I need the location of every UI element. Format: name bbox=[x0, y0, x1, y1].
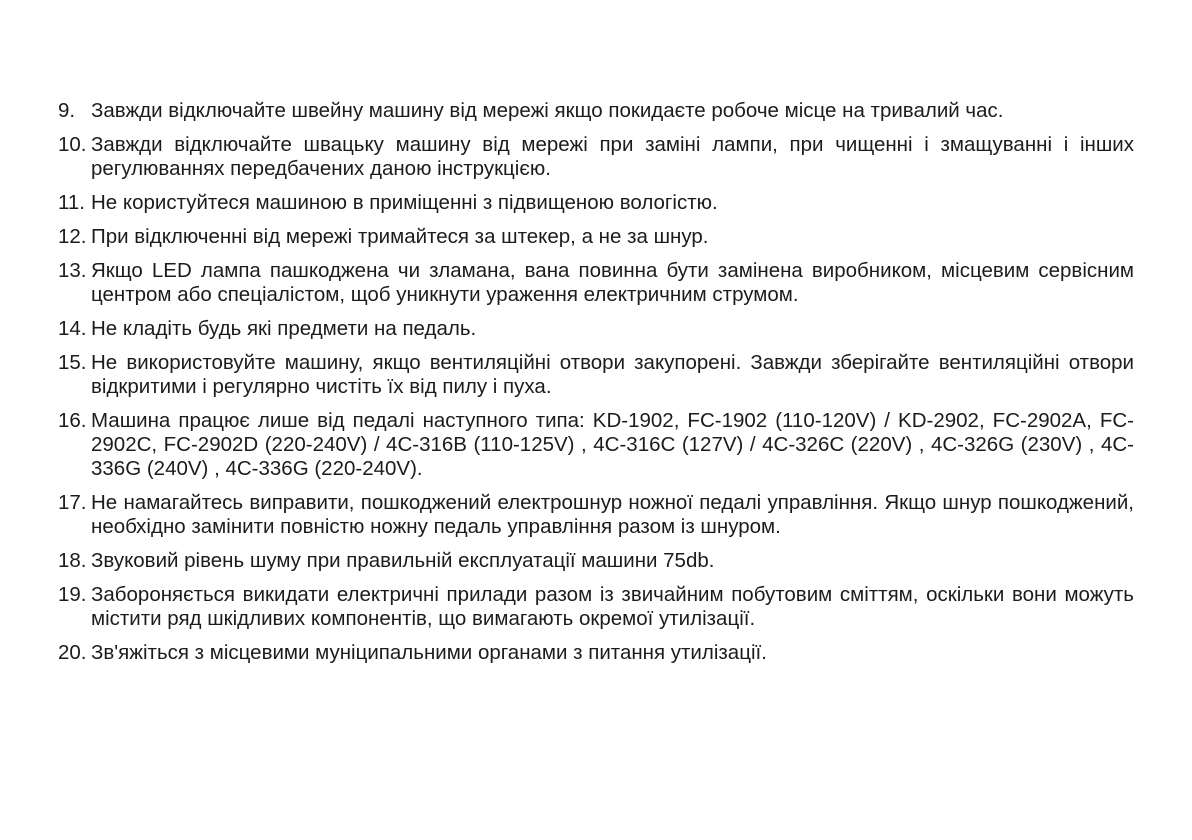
item-number: 19. bbox=[58, 583, 87, 606]
item-text: Якщо LED лампа пашкоджена чи зламана, вана повинна бути замінена виробником, місцевим сервісним центром або спеціалістом, щоб уникнути ураження електричним струмом. bbox=[91, 259, 1134, 306]
item-number: 11. bbox=[58, 191, 85, 214]
list-item bbox=[58, 491, 1134, 539]
list-item bbox=[58, 317, 1134, 341]
item-text: Завжди відключайте швейну машину від мережі якщо покидаєте робоче місце на тривалий час. bbox=[91, 99, 1004, 122]
item-number: 9. bbox=[58, 99, 76, 122]
item-number: 17. bbox=[58, 491, 87, 514]
item-text: Не кладіть будь які предмети на педаль. bbox=[91, 317, 477, 340]
list-item bbox=[58, 351, 1134, 399]
item-number: 10. bbox=[58, 133, 87, 156]
list-item bbox=[58, 641, 1134, 665]
list-item bbox=[58, 409, 1134, 481]
item-number: 16. bbox=[58, 409, 87, 432]
list-item bbox=[58, 133, 1134, 181]
item-text: Не намагайтесь виправити, пошкоджений електрошнур ножної педалі управління. Якщо шнур пошкоджений, необхідно замінити повністю ножну педаль управління разом із шнуром. bbox=[91, 491, 1134, 538]
item-text: Звуковий рівень шуму при правильній експлуатації машини 75db. bbox=[91, 549, 715, 572]
item-number: 15. bbox=[58, 351, 87, 374]
item-text: Не використовуйте машину, якщо вентиляційні отвори закупорені. Завжди зберігайте вентиляційні отвори відкритими і регулярно чистіть їх від пилу і пуха. bbox=[91, 351, 1134, 398]
list-item bbox=[58, 549, 1134, 573]
item-text: Не користуйтеся машиною в приміщенні з підвищеною вологістю. bbox=[91, 191, 718, 214]
list-item bbox=[58, 225, 1134, 249]
item-text: При відключенні від мережі тримайтеся за штекер, а не за шнур. bbox=[91, 225, 709, 248]
list-item bbox=[58, 191, 1134, 215]
list-item bbox=[58, 99, 1134, 123]
item-number: 20. bbox=[58, 641, 87, 664]
item-number: 14. bbox=[58, 317, 87, 340]
item-number: 12. bbox=[58, 225, 87, 248]
item-number: 13. bbox=[58, 259, 87, 282]
item-text: Завжди відключайте швацьку машину від мережі при заміні лампи, при чищенні і змащуванні і інших регулюваннях передбачених даною інструкцією. bbox=[91, 133, 1134, 180]
item-text: Машина працює лише від педалі наступного типа: KD-1902, FC-1902 (110-120V) / KD-2902, FC-2902A, FC-2902C, FC-2902D (220-240V) / 4C-316B (110-125V) , 4C-316C (127V) / 4C-326C (220V) , 4C-326G (230V) , 4C-336G (240V) , 4C-336G (220-240V). bbox=[91, 409, 1134, 480]
list-item bbox=[58, 259, 1134, 307]
list-item bbox=[58, 583, 1134, 631]
safety-instructions-list bbox=[58, 99, 1134, 675]
item-number: 18. bbox=[58, 549, 87, 572]
item-text: Зв'яжіться з місцевими муніципальними органами з питання утилізації. bbox=[91, 641, 767, 664]
item-text: Забороняється викидати електричні прилади разом із звичайним побутовим сміттям, оскільки вони можуть містити ряд шкідливих компонентів, що вимагають окремої утилізації. bbox=[91, 583, 1134, 630]
